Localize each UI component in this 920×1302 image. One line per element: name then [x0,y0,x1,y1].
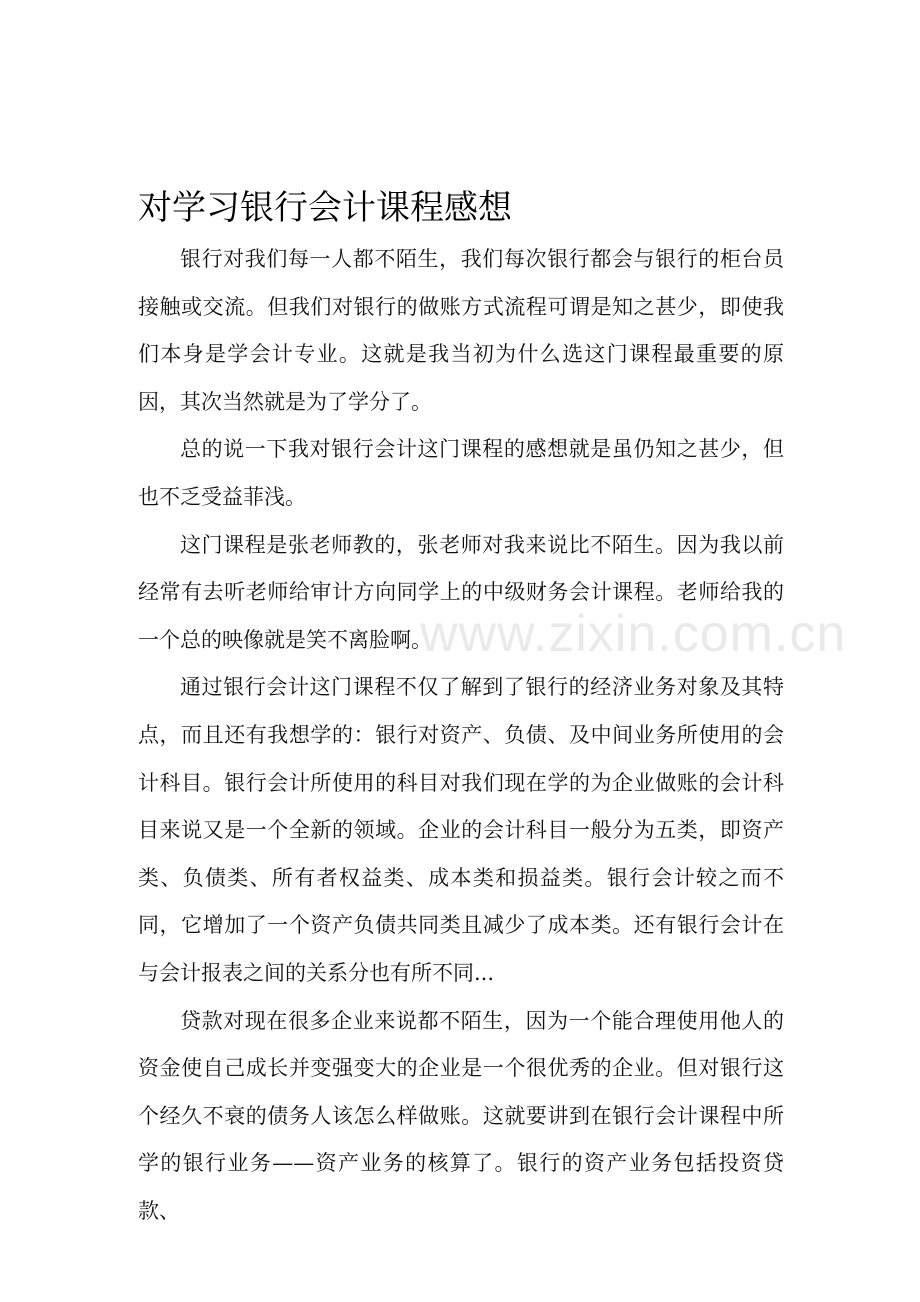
paragraph-1: 银行对我们每一人都不陌生，我们每次银行都会与银行的柜台员接触或交流。但我们对银行的做账方式流程可谓是知之甚少，即使我们本身是学会计专业。这就是我当初为什么选这门课程最重要的原因，其次当然就是为了学分了。 [138,247,784,414]
document-title: 对学习银行会计课程感想 [138,188,512,228]
paragraph-4: 通过银行会计这门课程不仅了解到了银行的经济业务对象及其特点，而且还有我想学的：银行对资产、负债、及中间业务所使用的会计科目。银行会计所使用的科目对我们现在学的为企业做账的会计科目来说又是一个全新的领域。企业的会计科目一般分为五类，即资产类、负债类、所有者权益类、成本类和损益类。银行会计较之而不同，它增加了一个资产负债共同类且减少了成本类。还有银行会计在与会计报表之间的关系分也有所不同... [138,675,784,985]
document-body [138,236,784,1235]
watermark: www.zixin.com.cn [420,605,847,663]
paragraph-5: 贷款对现在很多企业来说都不陌生，因为一个能合理使用他人的资金使自己成长并变强变大的企业是一个很优秀的企业。但对银行这个经久不衰的债务人该怎么样做账。这就要讲到在银行会计课程中所学的银行业务——资产业务的核算了。银行的资产业务包括投资贷款、 [138,1008,784,1223]
paragraph-2: 总的说一下我对银行会计这门课程的感想就是虽仍知之甚少，但也不乏受益菲浅。 [138,437,784,509]
paragraph-3: 这门课程是张老师教的，张老师对我来说比不陌生。因为我以前经常有去听老师给审计方向同学上的中级财务会计课程。老师给我的一个总的映像就是笑不离脸啊。 [138,532,784,652]
